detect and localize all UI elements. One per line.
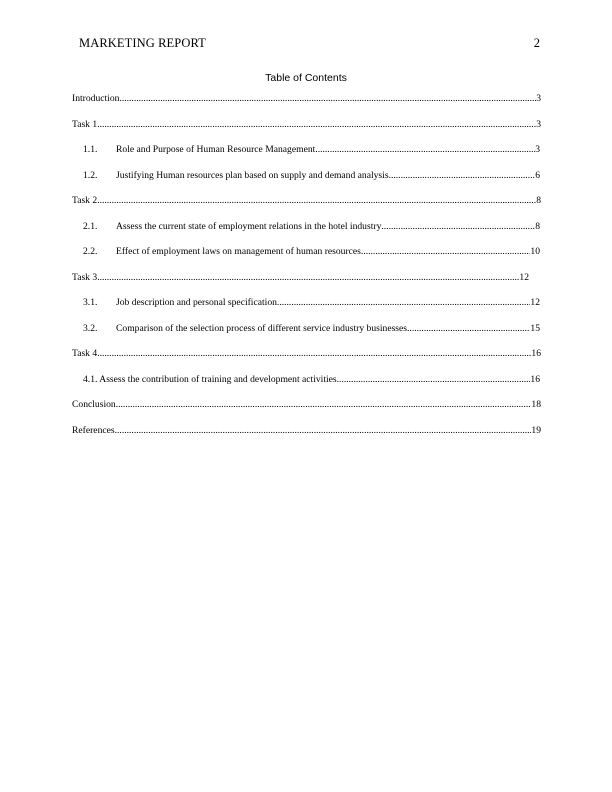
toc-entry-2-1[interactable] <box>83 220 540 234</box>
toc-entry-number: 3.2. <box>83 323 98 334</box>
toc-entry-text: Justifying Human resources plan based on supply and demand analysis <box>116 170 389 181</box>
toc-entry-page: 12 <box>519 272 529 283</box>
toc-entry-page: 3 <box>535 144 540 155</box>
toc-entry-page: 3 <box>536 93 541 104</box>
dot-leader <box>116 398 532 412</box>
toc-entry-number: 2.1. <box>83 221 98 232</box>
toc-entry-references[interactable] <box>72 424 541 438</box>
toc-entry-task-1[interactable] <box>72 118 541 132</box>
dot-leader <box>119 92 536 106</box>
toc-entry-text: Job description and personal specification <box>116 297 277 308</box>
toc-entry-text: 4.1. Assess the contribution of training and development activities <box>83 374 337 385</box>
toc-entry-task-4[interactable] <box>72 347 541 361</box>
toc-entry-page: 12 <box>530 297 540 308</box>
toc-entry-text: Comparison of the selection process of different service industry businesses <box>116 323 408 334</box>
toc-entry-page: 16 <box>530 374 540 385</box>
dot-leader <box>97 194 536 208</box>
toc-entry-text: Task 3 <box>72 272 98 283</box>
toc-entry-text: References <box>72 425 115 436</box>
dot-leader <box>389 169 536 183</box>
toc-entry-text: Task 4 <box>72 348 98 359</box>
toc-entry-text: Introduction <box>72 93 120 104</box>
toc-entry-number: 2.2. <box>83 246 98 257</box>
toc-entry-2-2[interactable] <box>83 245 540 259</box>
toc-entry-introduction[interactable] <box>72 92 541 106</box>
dot-leader <box>315 143 535 157</box>
toc-entry-text: Conclusion <box>72 399 116 410</box>
toc-entry-3-2[interactable] <box>83 322 540 336</box>
header-title: MARKETING REPORT <box>79 36 206 50</box>
toc-heading: Table of Contents <box>265 72 347 84</box>
toc-entry-page: 15 <box>530 323 540 334</box>
toc-entry-text: Effect of employment laws on management of human resources <box>116 246 361 257</box>
toc-entry-page: 8 <box>535 221 540 232</box>
toc-entry-text: Task 1 <box>72 119 98 130</box>
dot-leader <box>97 118 536 132</box>
toc-entry-number: 1.2. <box>83 170 98 181</box>
toc-entry-text: Role and Purpose of Human Resource Management <box>116 144 316 155</box>
toc-entry-4-1[interactable] <box>83 373 540 387</box>
toc-entry-page: 16 <box>531 348 541 359</box>
dot-leader <box>277 296 530 310</box>
toc-entry-page: 8 <box>536 195 541 206</box>
toc-entry-1-1[interactable] <box>83 143 540 157</box>
dot-leader <box>337 373 531 387</box>
dot-leader <box>97 347 531 361</box>
toc-entry-conclusion[interactable] <box>72 398 541 412</box>
toc-entry-number: 3.1. <box>83 297 98 308</box>
toc-entry-number: 1.1. <box>83 144 98 155</box>
toc-entry-text: Assess the current state of employment relations in the hotel industry <box>116 221 382 232</box>
dot-leader <box>361 245 530 259</box>
dot-leader <box>115 424 532 438</box>
dot-leader <box>407 322 530 336</box>
page-number: 2 <box>533 36 540 50</box>
toc-entry-page: 3 <box>536 119 541 130</box>
toc-entry-text: Task 2 <box>72 195 98 206</box>
toc-entry-page: 6 <box>535 170 540 181</box>
dot-leader <box>381 220 535 234</box>
toc-entry-page: 18 <box>531 399 541 410</box>
toc-entry-page: 10 <box>530 246 540 257</box>
toc-entry-page: 19 <box>531 425 541 436</box>
toc-entry-1-2[interactable] <box>83 169 540 183</box>
dot-leader <box>97 271 519 285</box>
toc-entry-task-3[interactable] <box>72 271 529 285</box>
toc-entry-3-1[interactable] <box>83 296 540 310</box>
toc-entry-task-2[interactable] <box>72 194 541 208</box>
